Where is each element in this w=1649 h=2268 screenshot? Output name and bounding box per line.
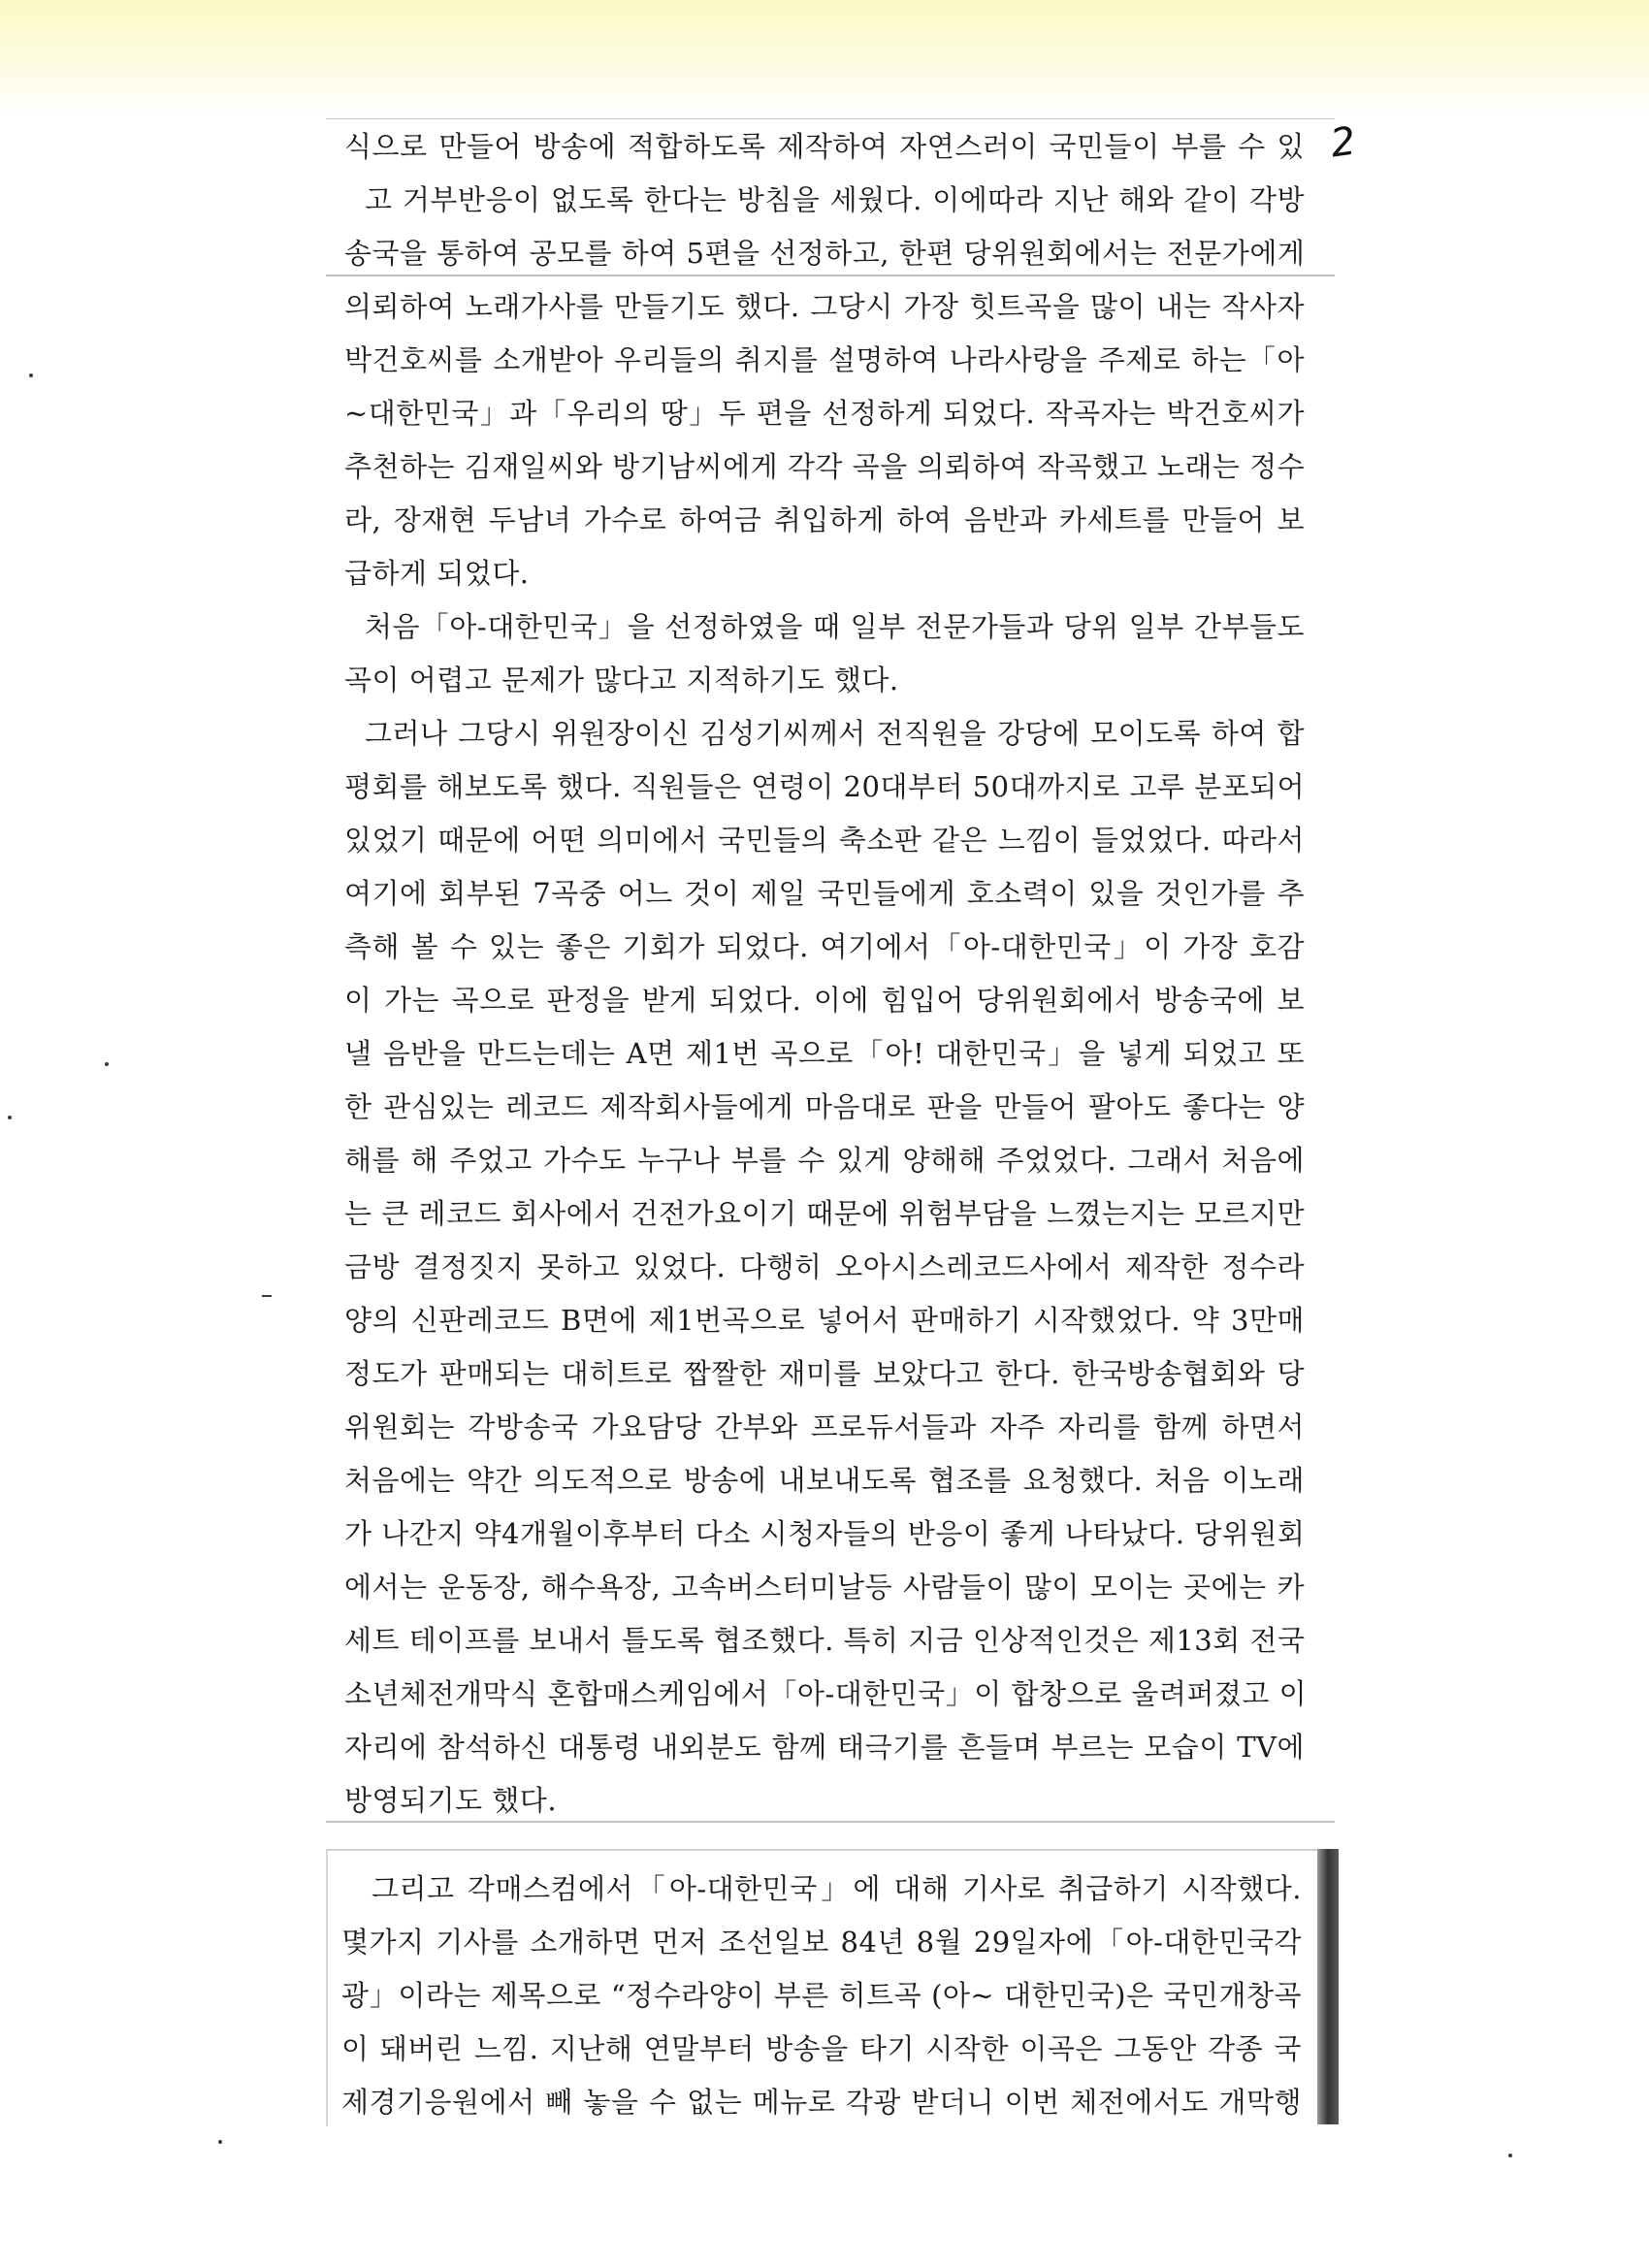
text-line: 측해 볼 수 있는 좋은 기회가 되었다. 여기에서「아-대한민국」이 가장 호감 [344, 930, 1305, 963]
text-line: 급하게 되었다. [344, 557, 530, 590]
text-line: 그리고 각매스컴에서「아-대한민국」에 대해 기사로 취급하기 시작했다. [372, 1872, 1302, 1905]
text-line: 금방 결정짓지 못하고 있었다. 다행히 오아시스레코드사에서 제작한 정수라 [344, 1250, 1305, 1283]
text-line: 추천하는 김재일씨와 방기남씨에게 각각 곡을 의뢰하여 작곡했고 노래는 정수 [344, 450, 1306, 483]
text-line: 몇가지 기사를 소개하면 먼저 조선일보 84년 8월 29일자에「아-대한민국각 [341, 1926, 1302, 1959]
scan-speck [29, 373, 33, 377]
text-line: 식으로 만들어 방송에 적합하도록 제작하여 자연스러이 국민들이 부를 수 있 [344, 130, 1305, 163]
text-line: 해를 해 주었고 가수도 누구나 부를 수 있게 양해해 주었었다. 그래서 처음에 [344, 1144, 1305, 1177]
text-line: 방영되기도 했다. [344, 1784, 558, 1817]
text-line: 세트 테이프를 보내서 틀도록 협조했다. 특히 지금 인상적인것은 제13회 전국 [344, 1624, 1306, 1657]
scan-speck [105, 1062, 109, 1066]
text-line: ~대한민국」과「우리의 땅」두 편을 선정하게 되었다. 작곡자는 박건호씨가 [344, 397, 1305, 430]
text-line: 정도가 판매되는 대히트로 짭짤한 재미를 보았다고 한다. 한국방송협회와 당 [344, 1357, 1305, 1390]
text-line: 고 거부반응이 없도록 한다는 방침을 세웠다. 이에따라 지난 해와 같이 각방 [365, 183, 1305, 216]
handwritten-page-number: 2 [1327, 118, 1359, 167]
text-line: 여기에 회부된 7곡중 어느 것이 제일 국민들에게 호소력이 있을 것인가를 추 [344, 877, 1305, 910]
text-line: 제경기응원에서 빼 놓을 수 없는 메뉴로 각광 받더니 이번 체전에서도 개막행 [341, 2086, 1302, 2119]
text-line: 송국을 통하여 공모를 하여 5편을 선정하고, 한편 당위원회에서는 전문가에게 [344, 237, 1306, 270]
scan-speck [218, 2140, 222, 2144]
paste-edge-shadow [1317, 1849, 1339, 2124]
text-line: 처음「아-대한민국」을 선정하였을 때 일부 전문가들과 당위 일부 간부들도 [365, 610, 1305, 643]
text-line: 이 가는 곡으로 판정을 받게 되었다. 이에 힘입어 당위원회에서 방송국에 보 [344, 984, 1305, 1017]
text-line: 는 큰 레코드 회사에서 건전가요이기 때문에 위험부담을 느꼈는지는 모르지만 [344, 1197, 1306, 1230]
text-line: 위원회는 각방송국 가요담당 간부와 프로듀서들과 자주 자리를 함께 하면서 [344, 1410, 1305, 1443]
text-line: 에서는 운동장, 해수욕장, 고속버스터미날등 사람들이 많이 모이는 곳에는 카 [344, 1571, 1305, 1604]
text-line: 광」이라는 제목으로 “정수라양이 부른 히트곡 (아~ 대한민국)은 국민개창곡 [341, 1979, 1302, 2012]
text-line: 소년체전개막식 혼합매스케임에서「아-대한민국」이 합창으로 울려퍼졌고 이 [344, 1677, 1308, 1710]
scan-speck [262, 1295, 272, 1297]
text-line: 양의 신판레코드 B면에 제1번곡으로 넣어서 판매하기 시작했었다. 약 3만매 [344, 1304, 1305, 1337]
text-line: 처음에는 약간 의도적으로 방송에 내보내도록 협조를 요청했다. 처음 이노래 [344, 1464, 1305, 1497]
text-line: 박건호씨를 소개받아 우리들의 취지를 설명하여 나라사랑을 주제로 하는「아 [344, 343, 1305, 376]
text-line: 있었기 때문에 어떤 의미에서 국민들의 축소판 같은 느낌이 들었었다. 따라서 [344, 824, 1305, 857]
text-line: 라, 장재현 두남녀 가수로 하여금 취입하게 하여 음반과 카세트를 만들어 보 [344, 503, 1305, 536]
text-line: 가 나간지 약4개월이후부터 다소 시청자들의 반응이 좋게 나타났다. 당위원회 [344, 1517, 1306, 1550]
scanner-top-tint [0, 0, 1649, 116]
text-line: 의뢰하여 노래가사를 만들기도 했다. 그당시 가장 힛트곡을 많이 내는 작사자 [344, 290, 1305, 323]
text-line: 이 돼버린 느낌. 지난해 연말부터 방송을 타기 시작한 이곡은 그동안 각종 국 [341, 2032, 1302, 2065]
text-line: 그러나 그당시 위원장이신 김성기씨께서 전직원을 강당에 모이도록 하여 합 [365, 717, 1305, 750]
text-line: 곡이 어렵고 문제가 많다고 지적하기도 했다. [344, 664, 899, 697]
text-line: 낼 음반을 만드는데는 A면 제1번 곡으로「아! 대한민국」을 넣게 되었고 또 [344, 1037, 1305, 1070]
text-line: 자리에 참석하신 대통령 내외분도 함께 태극기를 흔들며 부르는 모습이 TV에 [344, 1731, 1305, 1764]
scan-speck [8, 1116, 12, 1119]
scan-speck [1508, 2154, 1512, 2157]
text-line: 평회를 해보도록 했다. 직원들은 연령이 20대부터 50대까지로 고루 분포되어 [344, 770, 1306, 803]
text-line: 한 관심있는 레코드 제작회사들에게 마음대로 판을 만들어 팔아도 좋다는 양 [344, 1090, 1305, 1123]
